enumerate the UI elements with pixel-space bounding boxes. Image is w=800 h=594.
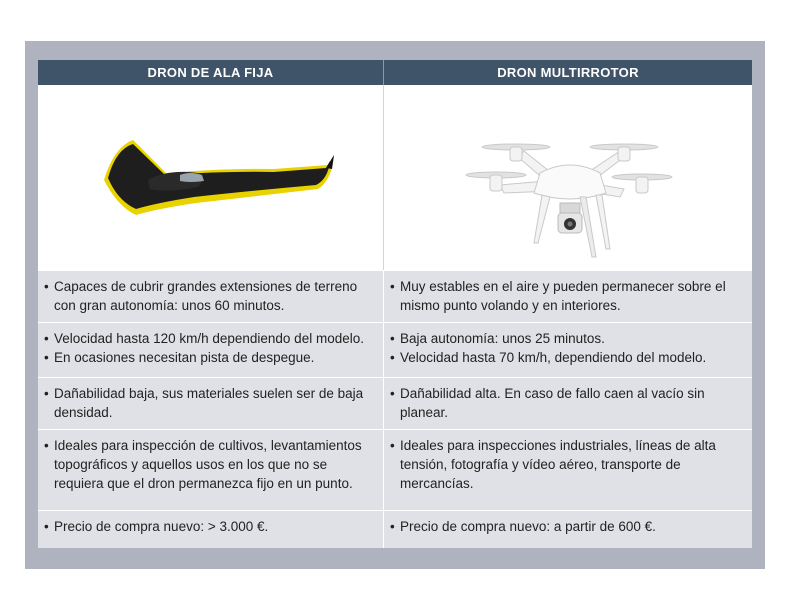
row-4-left-text: Ideales para inspección de cultivos, levantamientos topográficos y aquellos usos en los que no se requiera que el dron permanezca fijo en un punto. <box>54 438 362 491</box>
row-2-right-text-1: Baja autonomía: unos 25 minutos. <box>400 331 605 346</box>
row-3-right-text: Dañabilidad alta. En caso de fallo caen al vacío sin planear. <box>400 386 705 420</box>
row-5-right-text: Precio de compra nuevo: a partir de 600 €. <box>400 519 656 534</box>
row-4-right-text: Ideales para inspecciones industriales, líneas de alta tensión, fotografía y vídeo aéreo, transporte de mercancías. <box>400 438 716 491</box>
row-4-left-cell: • Ideales para inspección de cultivos, levantamientos topográficos y aquellos usos en los que no se requiera que el dron permanezca fijo en un punto. <box>38 429 384 510</box>
fixed-wing-drone-icon <box>38 85 384 270</box>
row-4-right-cell: • Ideales para inspecciones industriales, líneas de alta tensión, fotografía y vídeo aéreo, transporte de mercancías. <box>384 429 752 510</box>
row-5-right-cell: • Precio de compra nuevo: a partir de 600 €. <box>384 510 752 548</box>
row-2-left-text-2: En ocasiones necesitan pista de despegue. <box>54 350 315 365</box>
row-5-left-cell: • Precio de compra nuevo: > 3.000 €. <box>38 510 384 548</box>
quadcopter-drone-image <box>384 85 752 270</box>
header-fixed-wing: DRON DE ALA FIJA <box>38 60 384 85</box>
comparison-table <box>38 60 752 548</box>
fixed-wing-drone-image <box>38 85 384 270</box>
row-2-right-text-2: Velocidad hasta 70 km/h, dependiendo del modelo. <box>400 350 707 365</box>
row-1-right-cell: • Muy estables en el aire y pueden permanecer sobre el mismo punto volando y en interiores. <box>384 270 752 322</box>
row-3-left-cell: • Dañabilidad baja, sus materiales suelen ser de baja densidad. <box>38 377 384 429</box>
row-2-left-text-1: Velocidad hasta 120 km/h dependiendo del modelo. <box>54 331 364 346</box>
row-1-right-text: Muy estables en el aire y pueden permanecer sobre el mismo punto volando y en interiores. <box>400 279 726 313</box>
row-2-left-cell: • Velocidad hasta 120 km/h dependiendo del modelo. • En ocasiones necesitan pista de despegue. <box>38 322 384 377</box>
row-1-left-text: Capaces de cubrir grandes extensiones de terreno con gran autonomía: unos 60 minutos. <box>54 279 358 313</box>
quadcopter-drone-icon <box>384 85 752 270</box>
row-5-left-text: Precio de compra nuevo: > 3.000 €. <box>54 519 269 534</box>
row-2-right-cell: • Baja autonomía: unos 25 minutos. • Velocidad hasta 70 km/h, dependiendo del modelo. <box>384 322 752 377</box>
header-multirotor: DRON MULTIRROTOR <box>384 60 752 85</box>
row-3-left-text: Dañabilidad baja, sus materiales suelen ser de baja densidad. <box>54 386 364 420</box>
row-1-left-cell: • Capaces de cubrir grandes extensiones de terreno con gran autonomía: unos 60 minutos. <box>38 270 384 322</box>
row-3-right-cell: • Dañabilidad alta. En caso de fallo caen al vacío sin planear. <box>384 377 752 429</box>
